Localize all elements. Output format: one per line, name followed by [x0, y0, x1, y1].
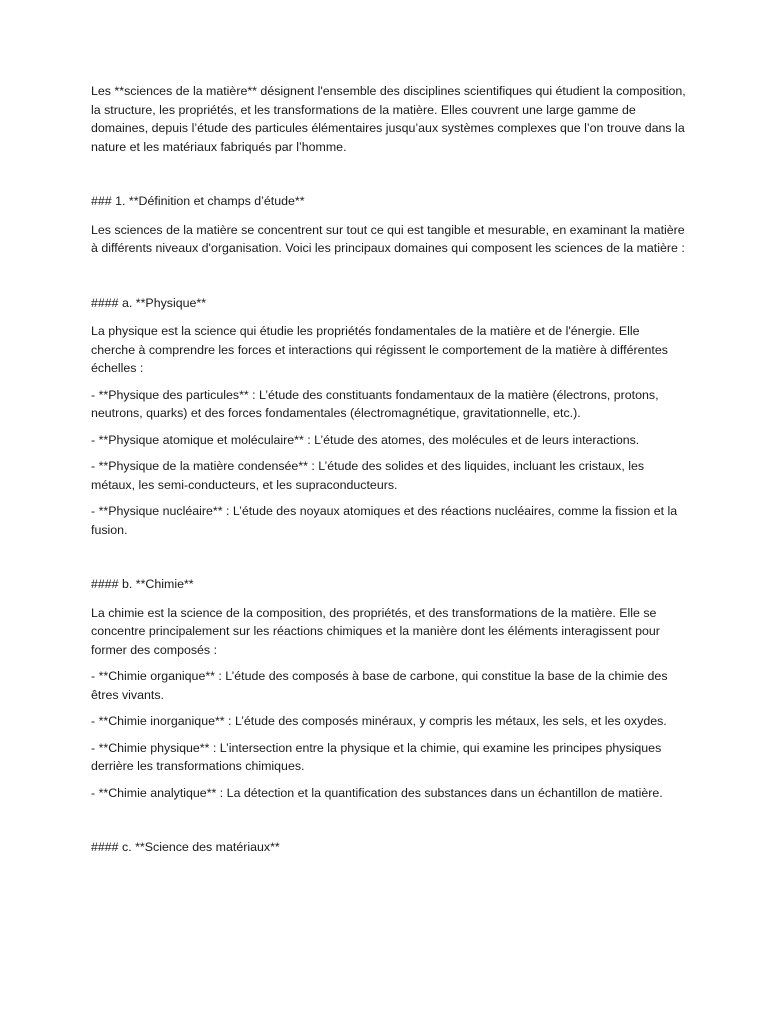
list-item-chimie-organique: - **Chimie organique** : L’étude des composés à base de carbone, qui constitue la base de la chimie des êtres vivants. [91, 669, 668, 702]
physique-paragraph: La physique est la science qui étudie les propriétés fondamentales de la matière et de l'énergie. Elle cherche à comprendre les forces et interactions qui régissent le comportement de la matière à différentes échelles : [91, 324, 668, 375]
subsection-heading-physique: #### a. **Physique** [91, 295, 207, 310]
chimie-paragraph: La chimie est la science de la composition, des propriétés, et des transformations de la matière. Elle se concentre principalement sur les réactions chimiques et la manière dont les éléments interagissent pour former des composés : [91, 605, 660, 657]
section-body-definition: Les sciences de la matière se concentrent sur tout ce qui est tangible et mesurable, en examinant la matière à différents niveaux d'organisation. Voici les principaux domaines qui composent les sciences de la matière : [91, 222, 685, 255]
section-heading-definition: ### 1. **Définition et champs d’étude** [91, 194, 305, 208]
list-item-physique-condensee: - **Physique de la matière condensée** : L’étude des solides et des liquides, incluant les cristaux, les métaux, les semi-conducteurs, et les supraconducteurs. [91, 459, 645, 492]
subsection-heading-materiaux: #### c. **Science des matériaux** [91, 840, 280, 854]
list-item-chimie-physique: - **Chimie physique** : L’intersection entre la physique et la chimie, qui examine les principes physiques derrière les transformations chimiques. [91, 740, 662, 773]
list-item-chimie-inorganique: - **Chimie inorganique** : L’étude des composés minéraux, y compris les métaux, les sels, et les oxydes. [91, 714, 667, 728]
document-page [91, 82, 686, 857]
list-item-physique-nucleaire: - **Physique nucléaire** : L’étude des noyaux atomiques et des réactions nucléaires, comme la fission et la fusion. [91, 504, 678, 537]
intro-paragraph: Les **sciences de la matière** désignent l'ensemble des disciplines scientifiques qui étudient la composition, la structure, les propriétés, et les transformations de la matière. Elles couvrent une large gamme de domaines, depuis l’étude des particules élémentaires jusqu’aux systèmes complexes que l’on trouve dans la nature et les matériaux fabriqués par l’homme. [91, 84, 686, 154]
list-item-physique-particules: - **Physique des particules** : L’étude des constituants fondamentaux de la matière (électrons, protons, neutrons, quarks) et des forces fondamentales (électromagnétique, gravitationnelle, etc.). [91, 387, 659, 420]
list-item-chimie-analytique: - **Chimie analytique** : La détection et la quantification des substances dans un échantillon de matière. [91, 785, 663, 800]
subsection-heading-chimie: #### b. **Chimie** [91, 577, 194, 591]
list-item-physique-atomique: - **Physique atomique et moléculaire** : L’étude des atomes, des molécules et de leurs interactions. [91, 432, 640, 447]
